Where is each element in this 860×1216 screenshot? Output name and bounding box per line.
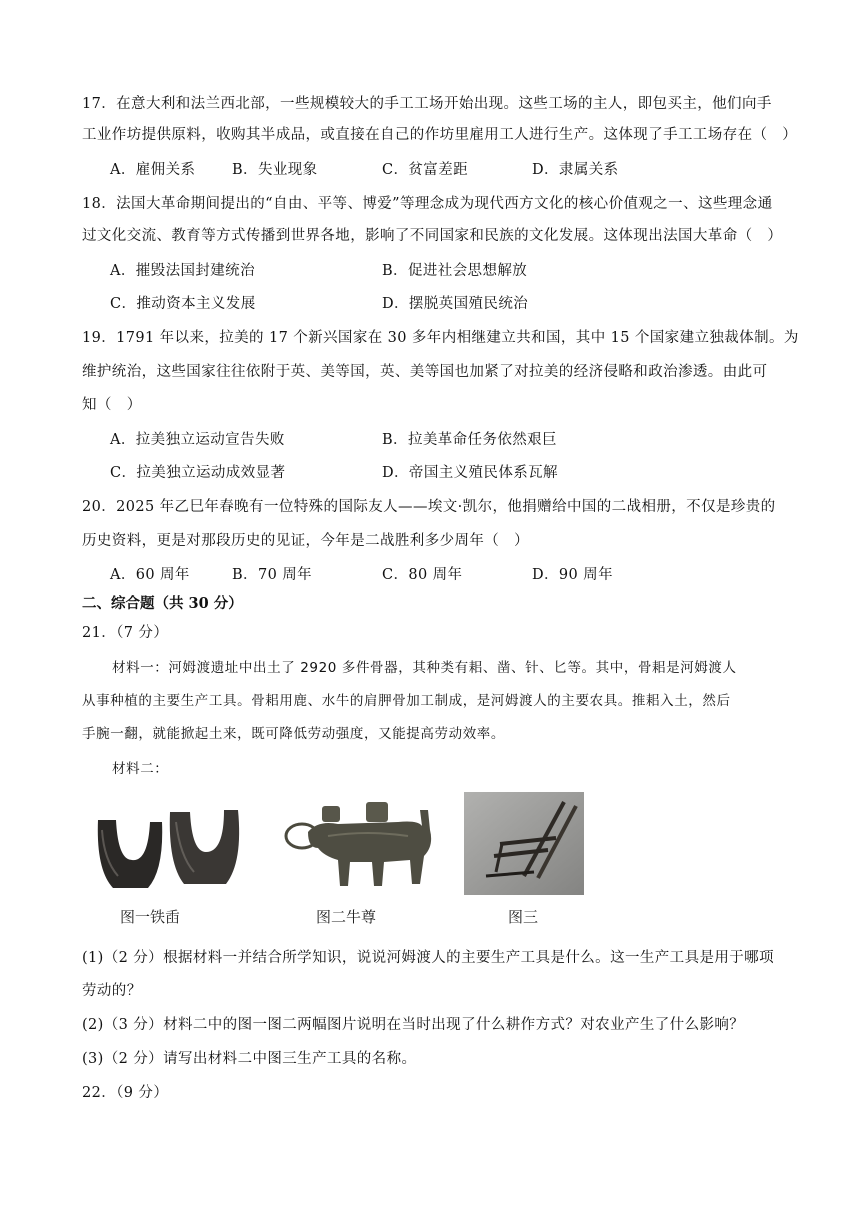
q19-stem-line3: 知（ ） [82, 397, 142, 413]
q21-material1-line1: 材料一：河姆渡遗址中出土了 2920 多件骨器，其种类有耜、凿、针、匕等。其中，骨耜是河姆渡人 [112, 660, 737, 676]
q21-sub1-line2: 劳动的？ [82, 983, 142, 999]
q21-material2-label: 材料二： [112, 761, 169, 777]
q20-option-a[interactable]: A．60 周年 [110, 567, 190, 583]
figure2-caption: 图二牛尊 [316, 908, 377, 926]
q19-option-c[interactable]: C．拉美独立运动成效显著 [110, 465, 286, 481]
q18-option-d[interactable]: D．摆脱英国殖民统治 [382, 296, 529, 312]
q21-material1-line2: 从事种植的主要生产工具。骨耜用鹿、水牛的肩胛骨加工制成，是河姆渡人的主要农具。推耜入土，然后 [82, 693, 731, 709]
q17-option-a[interactable]: A．雇佣关系 [110, 162, 196, 178]
plough-tool-image [464, 792, 584, 895]
iron-spade-image [88, 800, 258, 895]
q17-stem-line2: 工业作坊提供原料，收购其半成品，或直接在自己的作坊里雇用工人进行生产。这体现了手工工场存在（ ） [82, 127, 798, 143]
q18-option-a[interactable]: A．摧毁法国封建统治 [110, 263, 255, 279]
q21-sub2: (2)（3 分）材料二中的图一图二两幅图片说明在当时出现了什么耕作方式？对农业产生了什么影响？ [82, 1017, 745, 1033]
bronze-ox-image [278, 796, 448, 896]
section-heading: 二、综合题（共 30 分） [82, 595, 243, 612]
q17-option-b[interactable]: B．失业现象 [232, 162, 318, 178]
q20-option-b[interactable]: B．70 周年 [232, 567, 313, 583]
figure3-caption: 图三 [508, 908, 539, 926]
q18-option-c[interactable]: C．推动资本主义发展 [110, 296, 256, 312]
q17-stem-line1: 17．在意大利和法兰西北部，一些规模较大的手工工场开始出现。这些工场的主人，即包买主，他们向手 [82, 96, 772, 112]
q20-stem-line1: 20．2025 年乙巳年春晚有一位特殊的国际友人——埃文·凯尔，他捐赠给中国的二战相册，不仅是珍贵的 [82, 499, 776, 515]
q21-sub1-line1: (1)（2 分）根据材料一并结合所学知识，说说河姆渡人的主要生产工具是什么。这一生产工具是用于哪项 [82, 950, 774, 966]
q21-material1-line3: 手腕一翻，就能掀起土来，既可降低劳动强度，又能提高劳动效率。 [82, 726, 505, 742]
q17-option-c[interactable]: C．贫富差距 [382, 162, 468, 178]
q19-option-b[interactable]: B．拉美革命任务依然艰巨 [382, 432, 557, 448]
q19-option-a[interactable]: A．拉美独立运动宣告失败 [110, 432, 285, 448]
q18-stem-line2: 过文化交流、教育等方式传播到世界各地，影响了不同国家和民族的文化发展。这体现出法国大革命（ ） [82, 228, 783, 244]
q18-option-b[interactable]: B．促进社会思想解放 [382, 263, 528, 279]
q20-stem-line2: 历史资料，更是对那段历史的见证，今年是二战胜利多少周年（ ） [82, 533, 529, 549]
q18-stem-line1: 18．法国大革命期间提出的“自由、平等、博爱”等理念成为现代西方文化的核心价值观之一、这些理念通 [82, 196, 773, 212]
q21-heading: 21．（7 分） [82, 625, 169, 641]
q19-stem-line2: 维护统治，这些国家往往依附于英、美等国，英、美等国也加紧了对拉美的经济侵略和政治渗透。由此可 [82, 364, 768, 380]
q19-option-d[interactable]: D．帝国主义殖民体系瓦解 [382, 465, 558, 481]
q20-option-c[interactable]: C．80 周年 [382, 567, 463, 583]
q22-heading: 22．（9 分） [82, 1085, 169, 1101]
q20-option-d[interactable]: D．90 周年 [532, 567, 613, 583]
figure1-caption: 图一铁臿 [120, 908, 181, 926]
q17-option-d[interactable]: D．隶属关系 [532, 162, 619, 178]
q19-stem-line1: 19．1791 年以来，拉美的 17 个新兴国家在 30 多年内相继建立共和国，其中 15 个国家建立独裁体制。为 [82, 330, 799, 346]
q21-sub3: (3)（2 分）请写出材料二中图三生产工具的名称。 [82, 1051, 417, 1067]
